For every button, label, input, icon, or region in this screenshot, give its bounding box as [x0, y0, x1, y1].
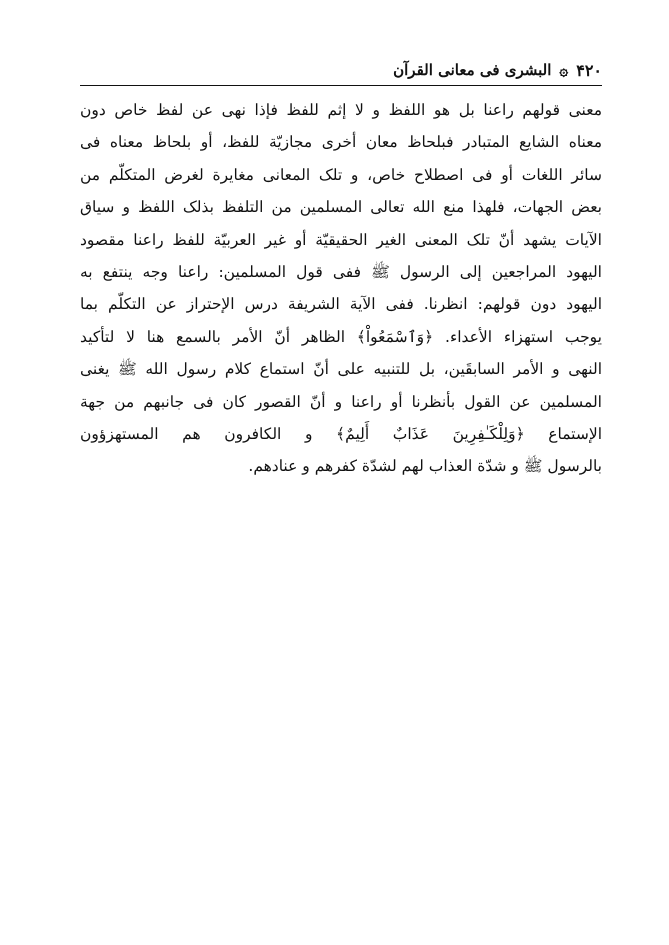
header-divider	[80, 85, 602, 86]
text-line: بالرسول ﷺ و شدّة العذاب لهم لشدّة کفرهم و عنادهم.	[248, 457, 602, 476]
text-line: الیهود دون قولهم: انظرنا. ففی الآیة الشریفة درس الإحتراز عن التکلّم بما	[80, 295, 602, 314]
page-number: ۴۲۰	[576, 60, 602, 80]
text-line: الإستماع ﴿وَلِلْكَـٰفِرِينَ عَذَابٌ أَلِيمٌ﴾ و الکافرون هم المستهزؤون	[80, 424, 602, 443]
text-line: الیهود المراجعین إلی الرسول ﷺ ففی قول المسلمین: راعنا وجه ینتفع به	[80, 262, 602, 281]
book-title: البشری فی معانی القرآن	[393, 61, 552, 79]
text-line: معناه الشایع المتبادر فبلحاظ معان أخری مجازیّة للفظ، أو بلحاظ معناه فی	[80, 133, 602, 152]
text-line: الآیات یشهد أنّ تلک المعنی الغیر الحقیقیّة أو غیر العربیّة للفظ راعنا مقصود	[80, 230, 602, 249]
text-line: سائر اللغات أو فی اصطلاح خاص، و تلک المعانی مغایرة لغرض المتکلّم من	[80, 165, 602, 184]
text-line: یوجب استهزاء الأعداء. ﴿وَٱسْمَعُواْ﴾ الظاهر أنّ الأمر بالسمع هنا لا لتأکید	[80, 327, 602, 346]
text-line: النهی و الأمر السابقَین، بل للتنبیه علی أنّ استماع کلام رسول الله ﷺ یغنی	[80, 360, 602, 379]
ornament-icon: ۞	[559, 60, 569, 79]
text-line: المسلمین عن القول بأنظرنا أو راعنا و أنّ القصور کان فی جانبهم من جهة	[80, 392, 602, 411]
text-line: بعض الجهات، فلهذا منع الله تعالی المسلمین من التلفظ بذلک اللفظ و سیاق	[80, 198, 602, 217]
text-line: معنی قولهم راعنا بل هو اللفظ و لا إثم للفظ فإذا نهی عن لفظ خاص دون	[80, 101, 602, 119]
body-paragraph	[80, 94, 602, 483]
running-header	[80, 58, 602, 82]
